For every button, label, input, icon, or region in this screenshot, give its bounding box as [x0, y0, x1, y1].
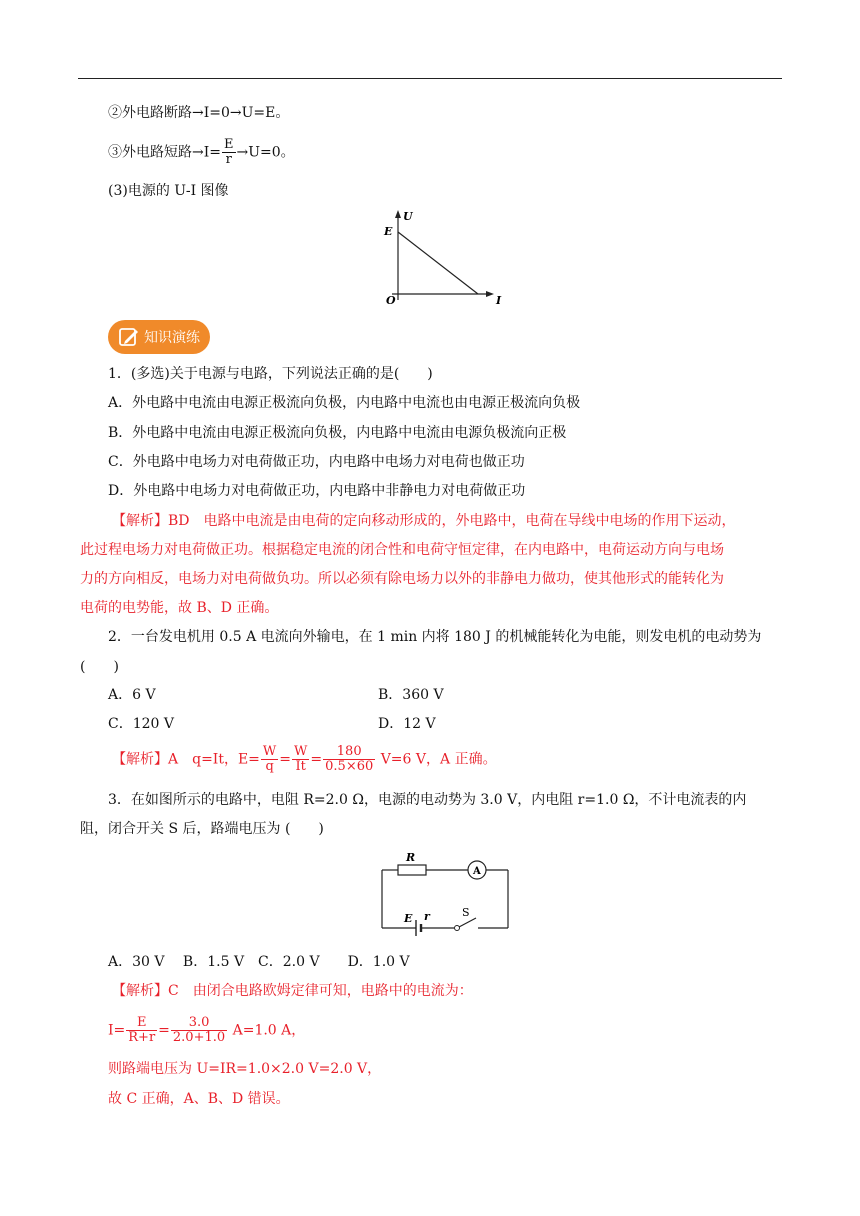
switch-s [455, 926, 460, 931]
q1-option-b: B．外电路中电流由电源正极流向负极，内电路中电流由电源负极流向正极 [108, 425, 567, 441]
svg-text:S: S [462, 906, 470, 919]
q2-stem-line-1: 2．一台发电机用 0.5 A 电流向外输电，在 1 min 内将 180 J 的机械能转化为电能，则发电机的电动势为 [108, 629, 762, 645]
q1-option-d: D．外电路中电场力对电荷做正功，内电路中非静电力对电荷做正功 [108, 483, 526, 499]
fraction-e-over-r: $\frac{E}{r}$ [224, 137, 234, 167]
q2-stem-line-2: ( ) [80, 659, 119, 675]
ui-line [398, 232, 478, 294]
svg-text:r: r [424, 910, 430, 923]
label-u: U [403, 210, 413, 223]
q1-option-c: C．外电路中电场力对电荷做正功，内电路中电场力对电荷也做正功 [108, 454, 525, 470]
intro-line-ui-graph: (3)电源的 U-I 图像 [108, 183, 229, 199]
intro-line-short-circuit: ③外电路短路→I= $\frac{E}{r}$ →U=0。 [108, 137, 295, 167]
q2-analysis: 【解析】A q=It，E= $\frac{W}{q}$ = $\frac{W}{It}$ = $\frac{180}{0.5\times 60}$ V=6 V，A 正确。 [112, 744, 497, 774]
q1-option-a: A．外电路中电流由电源正极流向负极，内电路中电流也由电源正极流向负极 [108, 395, 581, 411]
q3-options: A．30 V B．1.5 V C．2.0 V D．1.0 V [108, 954, 410, 970]
badge-label: 知识演练 [144, 330, 200, 346]
label-i: I [496, 294, 502, 307]
intro-line-open-circuit: ②外电路断路→I=0→U=E。 [108, 105, 290, 121]
header-rule [78, 78, 782, 79]
q1-analysis-line-1: 【解析】BD 电路中电流是由电荷的定向移动形成的，外电路中，电荷在导线中电场的作用下运动， [112, 513, 736, 529]
q2-option-d: D．12 V [378, 716, 436, 732]
q3-analysis-line-4: 故 C 正确，A、B、D 错误。 [108, 1091, 290, 1107]
q3-analysis-current: I= $\frac{E}{R+r}$ = $\frac{3.0}{2.0+1.0}$ A=1.0 A， [108, 1015, 306, 1045]
ui-graph-figure [378, 208, 508, 308]
q3-analysis-line-1: 【解析】C 由闭合电路欧姆定律可知，电路中的电流为： [112, 983, 473, 999]
q3-analysis-line-3: 则路端电压为 U=IR=1.0×2.0 V=2.0 V， [108, 1061, 382, 1077]
label-o: O [386, 294, 396, 307]
q3-stem-line-1: 3．在如图所示的电路中，电阻 R=2.0 Ω，电源的电动势为 3.0 V，内电阻 r=1.0 Ω，不计电流表的内 [108, 792, 747, 808]
svg-text:E: E [404, 912, 413, 925]
section-badge [108, 320, 210, 354]
svg-text:A: A [473, 866, 481, 877]
resistor-r [398, 865, 426, 875]
label-e: E [384, 225, 393, 238]
q2-option-b: B．360 V [378, 687, 444, 703]
q1-analysis-line-3: 力的方向相反，电场力对电荷做负功。所以必须有除电场力以外的非静电力做功，使其他形式的能转化为 [80, 571, 724, 587]
pencil-note-icon [118, 326, 140, 348]
q1-analysis-line-4: 电荷的电势能，故 B、D 正确。 [80, 600, 279, 616]
svg-text:R: R [406, 852, 416, 864]
q1-analysis-line-2: 此过程电场力对电荷做正功。根据稳定电流的闭合性和电荷守恒定律，在内电路中，电荷运动方向与电场 [80, 542, 724, 558]
circuit-figure [376, 852, 514, 940]
q2-option-c: C．120 V [108, 716, 174, 732]
q2-option-a: A．6 V [108, 687, 156, 703]
q1-stem: 1．(多选)关于电源与电路，下列说法正确的是( ) [108, 366, 433, 382]
q3-stem-line-2: 阻，闭合开关 S 后，路端电压为 ( ) [80, 821, 324, 837]
